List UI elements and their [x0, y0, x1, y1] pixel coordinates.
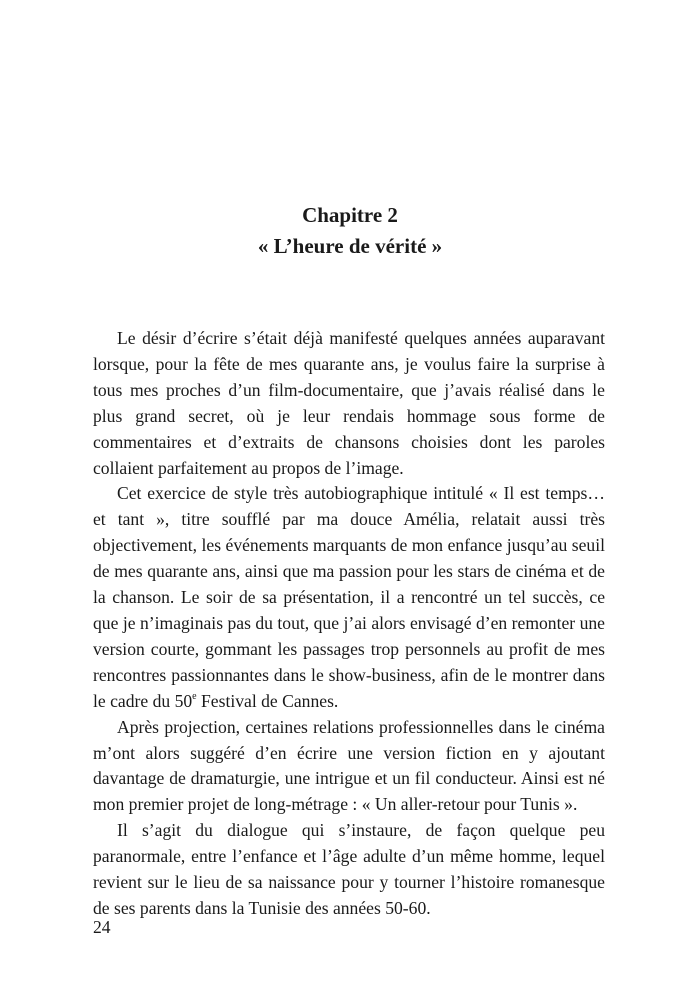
- chapter-number: Chapitre 2: [302, 203, 398, 227]
- ordinal-superscript: e: [192, 690, 197, 702]
- paragraph-2-text-end: Festival de Cannes.: [196, 690, 339, 711]
- paragraph-4: Il s’agit du dialogue qui s’instaure, de façon quelque peu paranormale, entre l’enfance et l’âge adulte d’un même homme, lequel revient sur le lieu de sa naissance pour y tourner l’histoire romanesque de ses parents dans la Tunisie des années 50-60.: [93, 820, 605, 918]
- paragraph-3: Après projection, certaines relations professionnelles dans le cinéma m’ont alors suggéré d’en écrire une version fiction en y ajoutant davantage de dramaturgie, une intrigue et un fil conducteur. Ainsi est né mon premier projet de long-métrage : « Un aller-retour pour Tunis ».: [93, 716, 605, 815]
- page-number: 24: [93, 917, 111, 937]
- chapter-title: « L’heure de vérité »: [257, 234, 443, 258]
- chapter-heading: [0, 200, 700, 262]
- paragraph-1: Le désir d’écrire s’était déjà manifesté quelques années auparavant lorsque, pour la fête de mes quarante ans, je voulus faire la surprise à tous mes proches d’un film-documentaire, que j’avais réalisé dans le plus grand secret, où je leur rendais hommage sous forme de commentaires et d’extraits de chansons choisies dont les paroles collaient parfaitement au propos de l’image.: [93, 328, 605, 478]
- chapter-body: [93, 326, 605, 922]
- paragraph-2-text: Cet exercice de style très autobiographique intitulé « Il est temps… et tant », titre soufflé par ma douce Amélia, relatait aussi très objectivement, les événements marquants de mon enfance jusqu’au seuil de mes quarante ans, ainsi que ma passion pour les stars de cinéma et de la chanson. Le soir de sa présentation, il a rencontré un tel succès, ce que je n’imaginais pas du tout, que j’ai alors envisagé d’en remonter une version courte, gommant les passages trop personnels au profit de mes rencontres passionnantes dans le show-business, afin de le montrer dans le cadre du 50: [93, 483, 605, 711]
- paragraph-2: [93, 481, 605, 714]
